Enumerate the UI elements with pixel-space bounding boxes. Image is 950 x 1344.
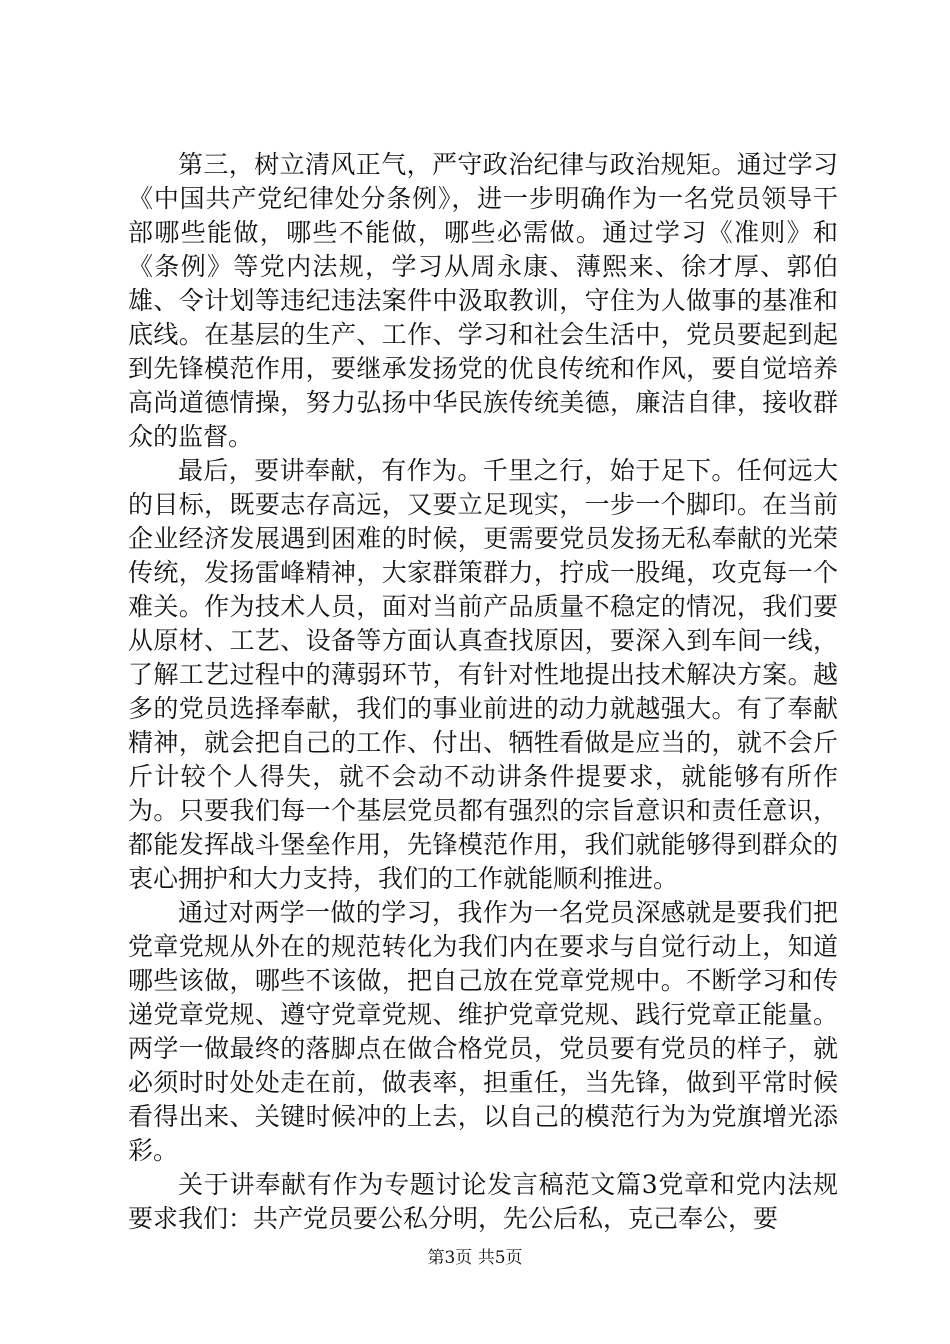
paragraph: 最后，要讲奉献，有作为。千里之行，始于足下。任何远大的目标，既要志存高远，又要立足现实，一步一个脚印。在当前企业经济发展遇到困难的时候，更需要党员发扬无私奉献的光荣传统，发扬雷峰精神，大家群策群力，拧成一股绳，攻克每一个难关。作为技术人员，面对当前产品质量不稳定的情况，我们要从原材、工艺、设备等方面认真查找原因，要深入到车间一线，了解工艺过程中的薄弱环节，有针对性地提出技术解决方案。越多的党员选择奉献，我们的事业前进的动力就越强大。有了奉献精神，就会把自己的工作、付出、牺牲看做是应当的，就不会斤斤计较个人得失，就不会动不动讲条件提要求，就能够有所作为。只要我们每一个基层党员都有强烈的宗旨意识和责任意识，都能发挥战斗堡垒作用，先锋模范作用，我们就能够得到群众的衷心拥护和大力支持，我们的工作就能顺利推进。: [128, 456, 838, 893]
document-body: [128, 148, 838, 1236]
page-footer: [0, 1243, 950, 1268]
paragraph: 第三，树立清风正气，严守政治纪律与政治规矩。通过学习《中国共产党纪律处分条例》，进一步明确作为一名党员领导干部哪些能做，哪些不能做，哪些必需做。通过学习《准则》和《条例》等党内法规，学习从周永康、薄熙来、徐才厚、郭伯雄、令计划等违纪违法案件中汲取教训，守住为人做事的基准和底线。在基层的生产、工作、学习和社会生活中，党员要起到起到先锋模范作用，要继承发扬党的优良传统和作风，要自觉培养高尚道德情操，努力弘扬中华民族传统美德，廉洁自律，接收群众的监督。: [128, 150, 838, 451]
paragraph: 通过对两学一做的学习，我作为一名党员深感就是要我们把党章党规从外在的规范转化为我们内在要求与自觉行动上，知道哪些该做，哪些不该做，把自己放在党章党规中。不断学习和传递党章党规、遵守党章党规、维护党章党规、践行党章正能量。两学一做最终的落脚点在做合格党员，党员要有党员的样子，就必须时时处处走在前，做表率，担重任，当先锋，做到平常时候看得出来、关键时候冲的上去，以自己的模范行为为党旗增光添彩。: [128, 898, 838, 1165]
page-number-label: 第3页 共5页: [427, 1248, 523, 1268]
paragraph: 关于讲奉献有作为专题讨论发言稿范文篇3党章和党内法规要求我们：共产党员要公私分明，先公后私，克己奉公，要: [128, 1170, 838, 1233]
